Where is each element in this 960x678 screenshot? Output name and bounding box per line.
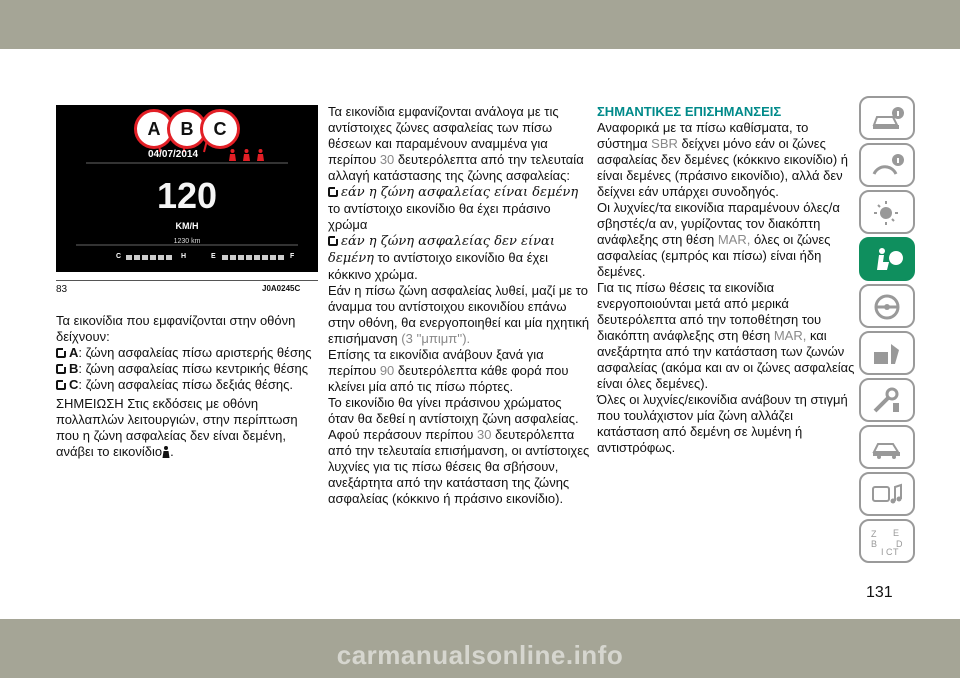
col2-para-2: Εάν η πίσω ζώνη ασφαλείας λυθεί, μαζί με το άναμμα του αντίστοιχου εικονιδίου επάνω στην οθόνη, θα ενεργοποιηθεί και μία ηχητική επισήμανση (3 ''μπιμπ''). — [328, 283, 590, 346]
temperature-gauge — [126, 255, 176, 262]
index-letter: C — [886, 547, 893, 557]
warning-light-icon — [871, 199, 905, 227]
tab-multimedia[interactable] — [859, 472, 915, 516]
maintenance-wrench-icon — [871, 387, 905, 415]
watermark: carmanualsonline.info — [336, 640, 624, 670]
callout-c: C — [200, 109, 240, 149]
index-letter: E — [893, 528, 900, 538]
index-letter: B — [871, 539, 878, 549]
index-letter: Z — [871, 529, 877, 539]
seatbelt-icon-c — [256, 149, 265, 161]
top-band — [0, 0, 960, 49]
tab-emergency[interactable] — [859, 331, 915, 375]
tab-index[interactable] — [859, 519, 915, 563]
bullet-icon — [328, 187, 338, 197]
figure-rule — [56, 280, 318, 281]
cluster-odometer: 1230 km — [173, 238, 201, 245]
col3-para-2: Οι λυχνίες/τα εικονίδια παραμένουν όλες/α σβηστές/α αν, γυρίζοντας τον διακόπτη ανάφλεξης στη θέση MAR, όλες οι ζώνες ασφαλείας (εμπρός και πίσω) είναι ήδη δεμένες. — [597, 200, 840, 279]
page-number: 131 — [866, 584, 893, 601]
tab-warning-lights[interactable] — [859, 190, 915, 234]
col3-para-1: Αναφορικά με τα πίσω καθίσματα, το σύστημα SBR δείχνει μόνο εάν οι ζώνες ασφαλείας δεν δεμένες (κόκκινο εικονίδιο) ή είναι δεμένες (πράσινο εικονίδιο), αλλά δεν δείχνει εάν υπάρχει συνοδηγός. — [597, 120, 848, 199]
bullet-icon — [56, 348, 66, 358]
index-letter: T — [893, 547, 899, 557]
tab-car-info[interactable] — [859, 96, 915, 140]
instrument-cluster-figure — [56, 105, 318, 272]
col2-bullet-1: εάν η ζώνη ασφαλείας είναι δεμένη το αντίστοιχο εικονίδιο θα έχει πράσινο χρώμα — [328, 185, 579, 232]
temp-hot-label: H — [181, 253, 187, 260]
multimedia-music-icon — [871, 481, 905, 509]
col1-item-b: B: ζώνη ασφαλείας πίσω κεντρικής θέσης — [56, 361, 318, 377]
column-2 — [328, 104, 590, 507]
temp-cold-label: C — [116, 253, 122, 260]
col1-item-c: C: ζώνη ασφαλείας πίσω δεξιάς θέσης. — [56, 377, 318, 393]
alphabetical-index-icon — [869, 527, 905, 557]
tab-driving[interactable] — [859, 284, 915, 328]
callout-b: B — [167, 109, 207, 149]
col2-para-3: Επίσης τα εικονίδια ανάβουν ξανά για περίπου 90 δευτερόλεπτα κάθε φορά που κλείνει μία από τις πίσω πόρτες. — [328, 347, 569, 394]
fuel-empty-label: E — [211, 253, 216, 260]
important-notes-heading: ΣΗΜΑΝΤΙΚΕΣ ΕΠΙΣΗΜΑΝΣΕΙΣ — [597, 104, 782, 119]
col3-para-4: Όλες οι λυχνίες/εικονίδια ανάβουν τη στιγμή που τουλάχιστον μία ζώνη αλλάζει κατάσταση από δεμένη σε λυμένη ή αντιστρόφως. — [597, 392, 848, 455]
col2-para-4: Το εικονίδιο θα γίνει πράσινου χρώματος όταν θα δεθεί η αντίστοιχη ζώνη ασφαλείας. — [328, 395, 579, 426]
col2-para-1: Τα εικονίδια εμφανίζονται ανάλογα με τις αντίστοιχες ζώνες ασφαλείας των πίσω θέσεων και παραμένουν αναμμένα για περίπου 30 δευτερόλεπτα από την τελευταία αλλαγή κατάστασης της ζώνης ασφαλείας: — [328, 104, 584, 183]
tab-dashboard[interactable] — [859, 143, 915, 187]
emergency-toolkit-icon — [871, 340, 905, 368]
steering-wheel-icon — [871, 293, 905, 321]
index-letter: I — [881, 547, 884, 557]
col1-intro: Τα εικονίδια που εμφανίζονται στην οθόνη δείχνουν: — [56, 313, 296, 344]
figure-code: J0A0245C — [262, 284, 301, 293]
col1-note: ΣΗΜΕΙΩΣΗ Στις εκδόσεις με οθόνη πολλαπλών λειτουργιών, στην περίπτωση που η ζώνη ασφαλείας δεν είναι δεμένη, ανάβει το εικονίδιο . — [56, 396, 298, 459]
specifications-car-icon — [871, 434, 905, 462]
bullet-icon — [56, 380, 66, 390]
cluster-speed: 120 — [156, 175, 218, 216]
tab-maintenance[interactable] — [859, 378, 915, 422]
callout-a: A — [134, 109, 174, 149]
tab-safety[interactable] — [859, 237, 915, 281]
seatbelt-icon-b — [242, 149, 251, 161]
col2-bullet-2: εάν η ζώνη ασφαλείας δεν είναι δεμένη το αντίστοιχο εικονίδιο θα έχει κόκκινο χρώμα. — [328, 234, 555, 282]
fuel-gauge — [222, 255, 288, 262]
column-1 — [56, 313, 318, 460]
seatbelt-icon-a — [228, 149, 237, 161]
bullet-icon — [56, 364, 66, 374]
bullet-icon — [328, 236, 338, 246]
index-letter: D — [896, 539, 903, 549]
airbag-seat-icon — [871, 246, 905, 274]
col1-item-a: A: ζώνη ασφαλείας πίσω αριστερής θέσης — [56, 345, 318, 361]
figure-number: 83 — [56, 284, 68, 295]
column-3 — [597, 104, 857, 456]
cluster-speed-unit: KM/H — [175, 221, 199, 231]
seatbelt-warning-icon — [162, 446, 170, 458]
cluster-date: 04/07/2014 — [148, 149, 199, 160]
car-info-icon — [871, 105, 905, 133]
fuel-full-label: F — [290, 253, 295, 260]
tab-specifications[interactable] — [859, 425, 915, 469]
col2-para-5: Αφού περάσουν περίπου 30 δευτερόλεπτα από την τελευταία επισήμανση, οι αντίστοιχες λυχνίες για τις πίσω θέσεις θα σβήσουν, ανεξάρτητα από την κατάσταση της ζώνης ασφαλείας (κόκκινο ή πράσινο εικονίδιο). — [328, 427, 590, 506]
dashboard-info-icon — [871, 152, 905, 180]
col3-para-3: Για τις πίσω θέσεις τα εικονίδια ενεργοποιούνται μετά από μερικά δευτερόλεπτα από την τοποθέτηση του διακόπτη ανάφλεξης στη θέση MAR, και ανεξάρτητα από την κατάσταση των ζωνών ασφαλείας (ακόμα και αν οι ζώνες ασφαλείας είναι όλες δεμένες). — [597, 280, 855, 391]
